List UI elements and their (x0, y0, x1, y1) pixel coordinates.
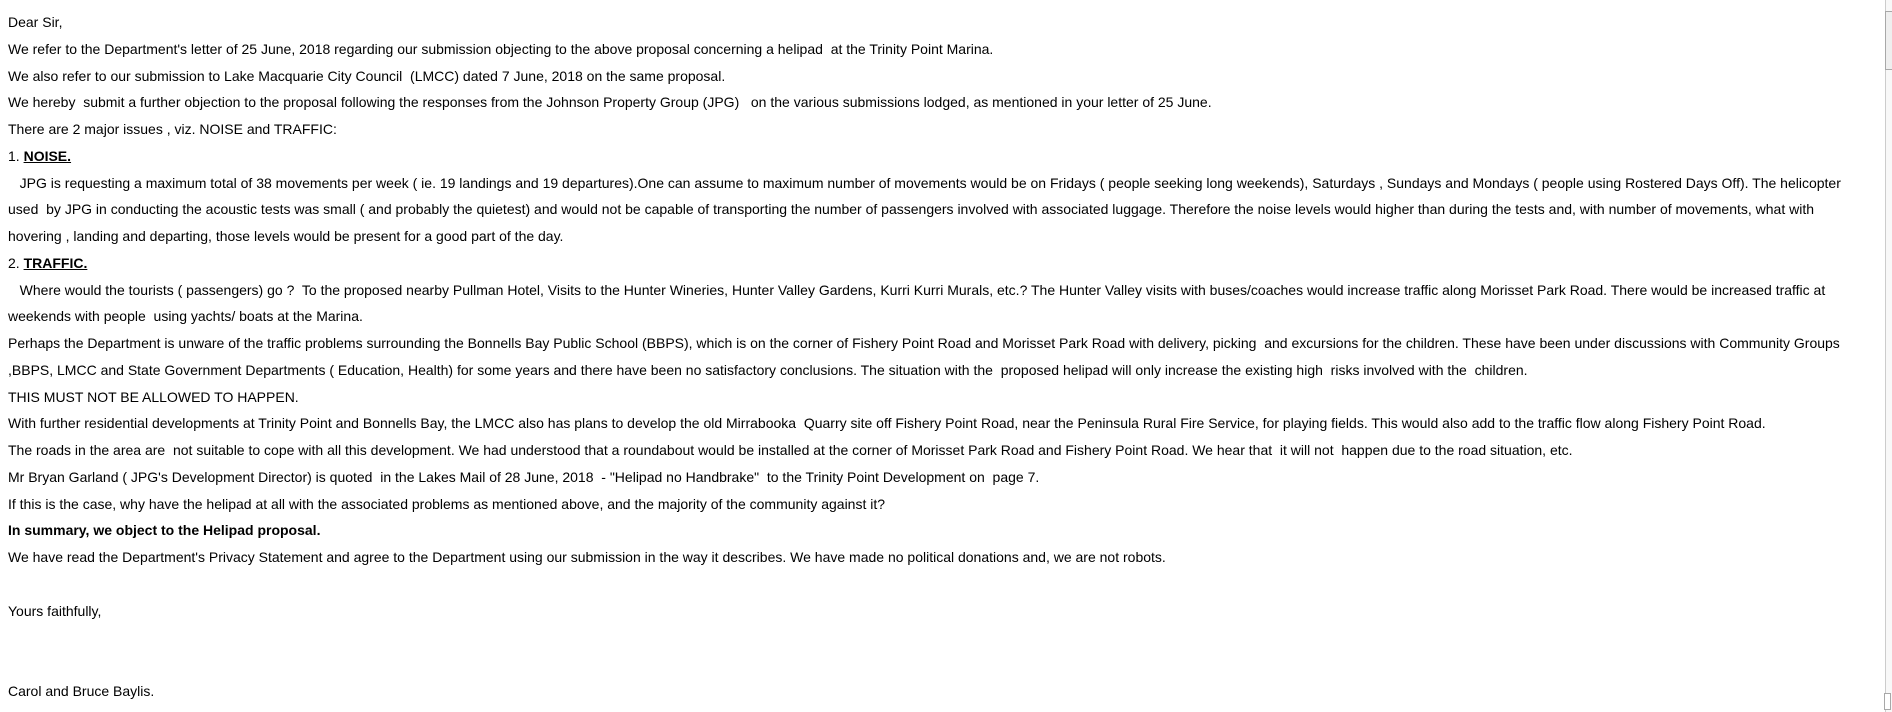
letter-paragraph: Carol and Bruce Baylis. (8, 682, 155, 699)
letter-paragraph: JPG is requesting a maximum total of 38 movements per week ( ie. 19 landings and 19 departures).One can assume to maximum number of movements would be on Fridays ( people seeking long weekends), Saturdays , Sundays and Mondays ( people using Rostered Days Off). The helicopter used by JPG in conducting the acoustic tests was small ( and probably the quietest) and would not be capable of transporting the number of passengers involved with associated luggage. Therefore the noise levels would higher than during the tests and, with number of movements, what with hovering , landing and departing, those levels would be present for a good part of the day. (8, 174, 1845, 244)
letter-paragraph: We refer to the Department's letter of 25 June, 2018 regarding our submission objecting to the above proposal concerning a helipad at the Trinity Point Marina. (8, 40, 994, 57)
letter-paragraph: There are 2 major issues , viz. NOISE and TRAFFIC: (8, 121, 337, 137)
letter-body[interactable] (8, 9, 1866, 705)
blank-line (8, 624, 1866, 651)
letter-paragraph: Dear Sir, (8, 14, 63, 30)
section-number: 1. (8, 147, 24, 164)
summary-statement: In summary, we object to the Helipad proposal. (8, 522, 321, 539)
letter-paragraph: If this is the case, why have the helipad at all with the associated problems as mentioned above, and the majority of the community against it? (8, 495, 886, 512)
letter-paragraph: We also refer to our submission to Lake Macquarie City Council (LMCC) dated 7 June, 2018 on the same proposal. (8, 67, 726, 84)
letter-paragraph: Yours faithfully, (8, 602, 102, 619)
letter-paragraph: We have read the Department's Privacy Statement and agree to the Department using our submission in the way it describes. We have made no political donations and, we are not robots. (8, 549, 1166, 565)
letter-paragraph: Perhaps the Department is unware of the traffic problems surrounding the Bonnells Bay Public School (BBPS), which is on the corner of Fishery Point Road and Morisset Park Road with delivery, picking and excursions for the children. These have been under discussions with Community Groups ,BBPS, LMCC and State Government Departments ( Education, Health) for some years and there have been no satisfactory conclusions. The situation with the proposed helipad will only increase the existing high risks involved with the children. (8, 335, 1844, 378)
blank-line (8, 651, 1866, 678)
section-heading (8, 250, 1866, 277)
scrollbar[interactable] (1885, 0, 1892, 712)
section-heading (8, 143, 1866, 170)
letter-paragraph: The roads in the area are not suitable to cope with all this development. We had understood that a roundabout would be installed at the corner of Morisset Park Road and Fishery Point Road. We hear that it will not happen due to the road situation, etc. (8, 442, 1573, 458)
letter-paragraph: We hereby submit a further objection to the proposal following the responses from the Johnson Property Group (JPG) on the various submissions lodged, as mentioned in your letter of 25 June. (8, 94, 1212, 111)
section-number: 2. (8, 254, 24, 271)
section-title: NOISE. (23, 147, 72, 164)
scrollbar-thumb[interactable] (1885, 11, 1892, 70)
letter-paragraph: Where would the tourists ( passengers) go ? To the proposed nearby Pullman Hotel, Visits to the Hunter Wineries, Hunter Valley Gardens, Kurri Kurri Murals, etc.? The Hunter Valley visits with buses/coaches would increase traffic along Morisset Park Road. There would be increased traffic at weekends with people using yachts/ boats at the Marina. (8, 281, 1830, 325)
letter-paragraph: THIS MUST NOT BE ALLOWED TO HAPPEN. (8, 388, 299, 405)
letter-paragraph: Mr Bryan Garland ( JPG's Development Director) is quoted in the Lakes Mail of 28 June, 2018 - "Helipad no Handbrake" to the Trinity Point Development on page 7. (8, 468, 1040, 485)
scrollbar-end-button[interactable] (1884, 693, 1891, 710)
letter-paragraph: With further residential developments at Trinity Point and Bonnells Bay, the LMCC also has plans to develop the old Mirrabooka Quarry site off Fishery Point Road, near the Peninsula Rural Fire Service, for playing fields. This would also add to the traffic flow along Fishery Point Road. (8, 415, 1766, 432)
blank-line (8, 571, 1866, 598)
section-title: TRAFFIC. (23, 254, 88, 271)
